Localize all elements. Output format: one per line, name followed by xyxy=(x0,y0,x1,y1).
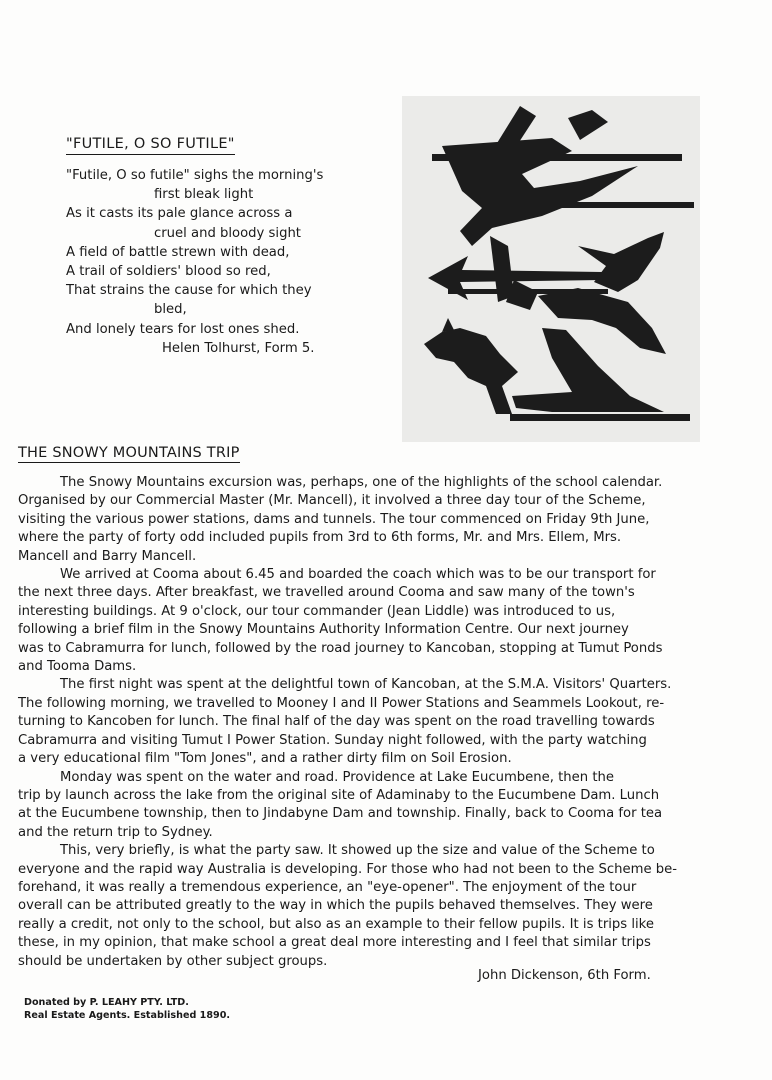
article-line: overall can be attributed greatly to the way in which the pupils behaved themselves. They were xyxy=(18,898,653,914)
article-line: Organised by our Commercial Master (Mr. Mancell), it involved a three day tour of the Scheme, xyxy=(18,493,646,509)
poem-body xyxy=(66,166,376,358)
article-line: the next three days. After breakfast, we travelled around Cooma and saw many of the town's xyxy=(18,585,635,601)
article-line: should be undertaken by other subject groups. xyxy=(18,953,328,969)
donor-line: Real Estate Agents. Established 1890. xyxy=(24,1010,231,1021)
poem-line: As it casts its pale glance across a xyxy=(66,206,293,222)
article-body xyxy=(18,474,748,971)
article-line: Mancell and Barry Mancell. xyxy=(18,548,197,564)
article-line: Cabramurra and visiting Tumut I Power Station. Sunday night followed, with the party watching xyxy=(18,732,647,748)
kangaroo-abstract-artwork-icon xyxy=(402,96,700,442)
article-line: and Tooma Dams. xyxy=(18,659,137,675)
article-title: THE SNOWY MOUNTAINS TRIP xyxy=(18,445,240,461)
article-line: We arrived at Cooma about 6.45 and boarded the coach which was to be our transport for xyxy=(60,567,656,583)
article-line: these, in my opinion, that make school a great deal more interesting and I feel that similar trips xyxy=(18,935,651,951)
article-line: Monday was spent on the water and road. Providence at Lake Eucumbene, then the xyxy=(60,769,614,785)
article-line: really a credit, not only to the school, but also as an example to their fellow pupils. It is trips like xyxy=(18,916,654,932)
article-line: was to Cabramurra for lunch, followed by the road journey to Kancoban, stopping at Tumut Ponds xyxy=(18,640,663,656)
article-line: visiting the various power stations, dams and tunnels. The tour commenced on Friday 9th June, xyxy=(18,511,650,527)
poem-line: That strains the cause for which they xyxy=(66,283,312,299)
article-line: at the Eucumbene township, then to Jindabyne Dam and township. Finally, back to Cooma for tea xyxy=(18,806,663,822)
article-line: forehand, it was really a tremendous experience, an "eye-opener". The enjoyment of the tour xyxy=(18,879,637,895)
poem-line: bled, xyxy=(154,302,187,318)
poem-line: A field of battle strewn with dead, xyxy=(66,244,290,260)
article-line: following a brief film in the Snowy Mountains Authority Information Centre. Our next journey xyxy=(18,622,629,638)
article-line: turning to Kancoben for lunch. The final half of the day was spent on the road travelling towards xyxy=(18,714,655,730)
artwork xyxy=(402,96,700,442)
article-line: and the return trip to Sydney. xyxy=(18,824,213,840)
poem-line: first bleak light xyxy=(154,187,254,203)
poem-title: "FUTILE, O SO FUTILE" xyxy=(66,136,235,155)
poem-line: And lonely tears for lost ones shed. xyxy=(66,321,300,337)
donor-line: Donated by P. LEAHY PTY. LTD. xyxy=(24,997,189,1008)
article-line: The Snowy Mountains excursion was, perhaps, one of the highlights of the school calendar. xyxy=(60,475,663,490)
article-line: The following morning, we travelled to Mooney I and II Power Stations and Seammels Lookout, re- xyxy=(18,695,665,711)
poem-author: Helen Tolhurst, Form 5. xyxy=(162,340,315,356)
donor-credit xyxy=(24,996,230,1022)
article-line: This, very briefly, is what the party saw. It showed up the size and value of the Scheme to xyxy=(60,843,655,859)
article-line: where the party of forty odd included pupils from 3rd to 6th forms, Mr. and Mrs. Ellem, Mrs. xyxy=(18,530,622,546)
article-line: a very educational film "Tom Jones", and a rather dirty film on Soil Erosion. xyxy=(18,751,512,767)
article-line: interesting buildings. At 9 o'clock, our tour commander (Jean Liddle) was introduced to us, xyxy=(18,603,616,619)
article-line: The first night was spent at the delightful town of Kancoban, at the S.M.A. Visitors' Quarters. xyxy=(60,677,672,693)
article-line: trip by launch across the lake from the original site of Adaminaby to the Eucumbene Dam. Lunch xyxy=(18,787,660,803)
poem-line: cruel and bloody sight xyxy=(154,225,301,241)
poem-line: A trail of soldiers' blood so red, xyxy=(66,264,271,280)
poem-line: "Futile, O so futile" sighs the morning's xyxy=(66,168,324,183)
article-signature: John Dickenson, 6th Form. xyxy=(478,968,651,983)
article-line: everyone and the rapid way Australia is developing. For those who had not been to the Scheme be- xyxy=(18,861,677,877)
